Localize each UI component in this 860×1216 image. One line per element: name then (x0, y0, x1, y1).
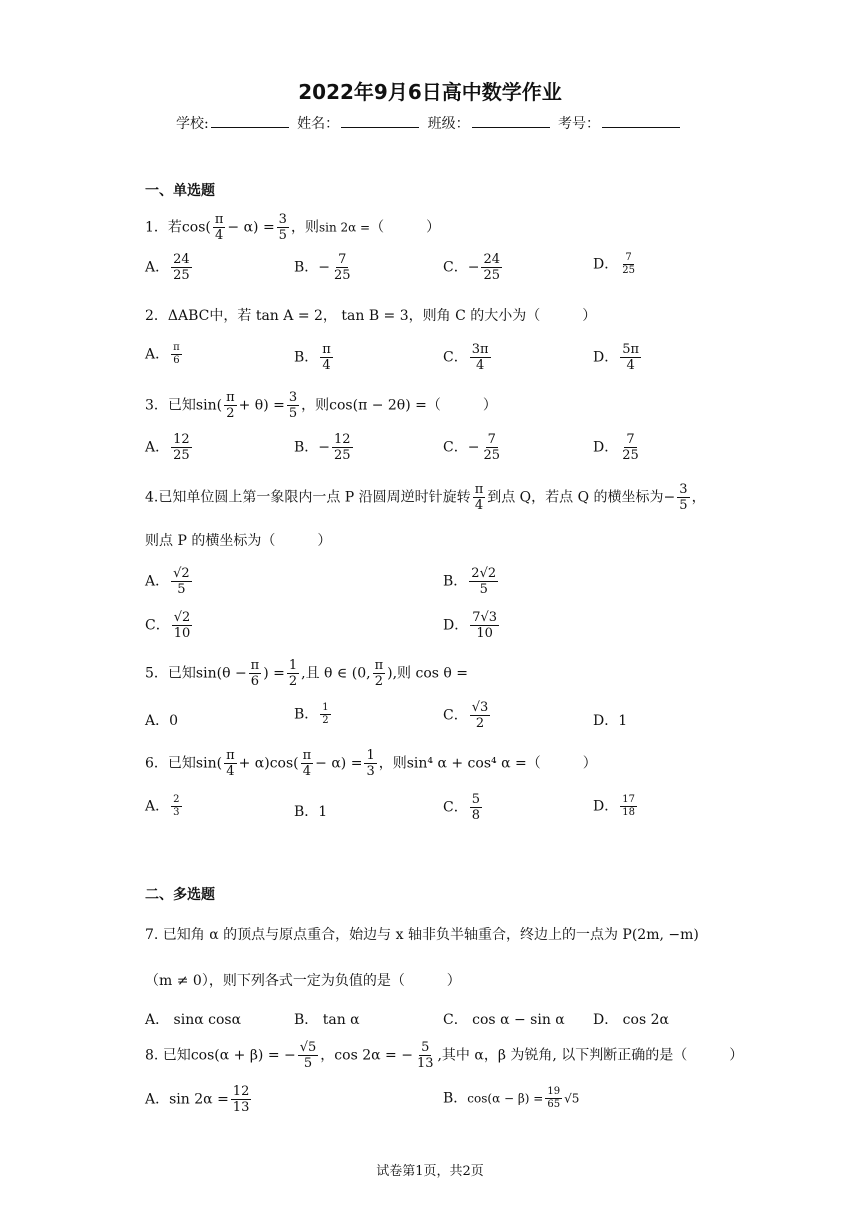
option-value: 0 (169, 713, 179, 729)
frac-den: 13 (416, 1056, 434, 1071)
frac-num: 7√3 (472, 610, 498, 625)
q6-expression: sin⁴ α + cos⁴ α = (406, 755, 527, 772)
school-label: 学校: (175, 116, 209, 132)
option-frac (171, 794, 181, 819)
option-label: C． (443, 439, 468, 456)
frac-num: 5 (421, 1040, 430, 1055)
option-label: C． (443, 799, 468, 816)
question-8-number: 8. 已知 (145, 1047, 191, 1064)
frac-den: 6 (173, 355, 180, 366)
frac-den: 5 (177, 582, 186, 597)
frac-den: 8 (471, 808, 480, 823)
frac-den: 25 (483, 268, 500, 283)
frac-den: 25 (334, 268, 351, 283)
option-frac (320, 342, 333, 373)
option-label: D． (593, 349, 619, 366)
frac-num: 7 (487, 432, 496, 447)
frac-num: 2√2 (471, 566, 497, 581)
frac-num: 1 (322, 702, 329, 713)
option-label: D． (593, 798, 619, 815)
option-frac (171, 252, 192, 283)
q8-option-a[interactable] (145, 1084, 253, 1115)
frac-den: 2 (226, 406, 235, 421)
option-frac (171, 342, 182, 367)
frac-num: π (374, 658, 384, 673)
q3-option-d[interactable] (593, 432, 643, 463)
q1-blank: （ ） (370, 219, 441, 236)
school-blank (211, 115, 289, 128)
q7-option-c[interactable]: C． cos α − sin α (443, 1012, 565, 1028)
frac-num: 1 (366, 748, 375, 763)
frac-den: 4 (475, 358, 485, 373)
frac-den: 18 (622, 807, 635, 818)
question-7-line-2: （m ≠ 0），则下列各式一定为负值的是（ ） (145, 973, 461, 989)
option-label: B． (443, 573, 468, 590)
frac-den: 2 (322, 715, 329, 726)
name-label: 姓名： (297, 116, 340, 132)
q8-text: ，cos 2α = − (320, 1047, 413, 1064)
option-label: D． (443, 617, 469, 634)
option-label: D． (593, 439, 619, 456)
q5-text: ) = (263, 665, 285, 682)
option-label: B． (294, 259, 319, 276)
frac-num: π (226, 748, 235, 763)
q1-text: ，则 (290, 219, 319, 236)
q2-option-c[interactable] (443, 342, 493, 373)
frac-num: 7 (338, 252, 347, 267)
frac-num: π (302, 748, 312, 763)
section-single-choice: 一、单选题 (145, 183, 215, 199)
frac-den: 6 (250, 674, 260, 689)
q1-frac-pi-4 (213, 212, 226, 243)
q1-option-d[interactable] (593, 252, 639, 277)
q5-option-d[interactable] (593, 710, 627, 730)
q7-option-d[interactable]: D． cos 2α (593, 1012, 669, 1028)
option-frac (172, 610, 193, 641)
q5-option-c[interactable] (443, 700, 492, 731)
frac-den: 2 (374, 674, 383, 689)
class-label: 班级： (427, 116, 470, 132)
q4-frac-pi-4 (473, 482, 486, 513)
frac-den: 2 (288, 674, 298, 689)
q6-option-d[interactable] (593, 794, 639, 819)
q8-option-b[interactable] (443, 1086, 579, 1111)
frac-den: 4 (226, 764, 235, 779)
frac-den: 10 (173, 626, 191, 641)
q6-blank: （ ） (526, 755, 597, 772)
exam-number-label: 考号： (558, 116, 601, 132)
q3-option-a[interactable] (145, 432, 194, 463)
page-title: 2022年9月6日高中数学作业 (298, 80, 562, 104)
option-label: D． (593, 256, 619, 273)
question-3-number: 3．已知 (145, 397, 196, 414)
q5-text: ),则 cos θ = (387, 665, 469, 682)
frac-num: 3π (471, 342, 489, 357)
q8-text: cos(α + β) = − (190, 1047, 296, 1064)
q6-frac-pi-4 (224, 748, 237, 779)
q6-option-b[interactable] (294, 801, 327, 821)
frac-den: 25 (622, 265, 635, 276)
option-label: A． (145, 573, 170, 590)
question-8 (145, 1040, 743, 1071)
q3-text: ，则 (301, 397, 330, 414)
minus-sign: − (467, 439, 480, 456)
student-info-line (0, 113, 860, 133)
option-label: A． (145, 713, 170, 729)
page-footer: 试卷第1页，共2页 (376, 1164, 484, 1179)
q6-option-c[interactable] (443, 792, 484, 823)
q8-frac-root5-5 (298, 1040, 319, 1071)
option-label: C． (443, 707, 468, 724)
q4-option-a[interactable] (145, 566, 194, 597)
q5-frac-pi-6 (249, 658, 262, 689)
q1-option-a[interactable] (145, 252, 194, 283)
frac-den: 25 (483, 448, 500, 463)
option-frac (332, 432, 353, 463)
q4-text: ， (691, 489, 706, 506)
question-1 (145, 212, 440, 243)
option-label: A． (145, 259, 170, 276)
frac-den: 5 (479, 582, 488, 597)
q7-option-b[interactable]: B． tan α (294, 1012, 360, 1028)
option-frac (545, 1086, 562, 1111)
q3-frac-value (287, 390, 299, 421)
class-blank (472, 115, 550, 128)
frac-num: 5 (471, 792, 480, 807)
minus-sign: − (318, 439, 331, 456)
option-frac (620, 252, 637, 277)
option-frac (470, 342, 491, 373)
frac-num: π (214, 212, 224, 227)
minus-sign: − (318, 259, 331, 276)
name-blank (341, 115, 419, 128)
frac-den: 5 (278, 228, 287, 243)
q3-sin: sin( (195, 397, 223, 414)
question-4-line-2: 则点 P 的横坐标为（ ） (145, 533, 332, 549)
option-frac (620, 432, 641, 463)
q2-option-a[interactable] (145, 342, 184, 367)
option-frac (470, 610, 499, 641)
q3-option-c[interactable] (443, 432, 504, 463)
frac-den: 25 (622, 448, 639, 463)
frac-den: 4 (322, 358, 331, 373)
q1-frac-value (277, 212, 289, 243)
option-label: B． (294, 349, 319, 366)
q1-text: − α) = (227, 219, 275, 236)
frac-den: 3 (366, 764, 375, 779)
q1-option-b[interactable] (294, 252, 355, 283)
option-text: cos(α − β) = (467, 1091, 544, 1106)
q7-option-a[interactable]: A． sinα cosα (145, 1012, 242, 1028)
q4-text: 4.已知单位圆上第一象限内一点 P 沿圆周逆时针旋转 (145, 489, 471, 506)
question-6 (145, 748, 597, 779)
q6-text: − α) = (315, 755, 363, 772)
frac-den: 4 (626, 358, 635, 373)
q4-option-d[interactable] (443, 610, 501, 641)
frac-den: 5 (288, 406, 298, 421)
frac-num: 24 (173, 252, 190, 267)
frac-den: 5 (303, 1056, 313, 1071)
frac-num: 17 (622, 794, 635, 805)
option-frac (620, 794, 637, 819)
option-label: C． (145, 617, 170, 634)
option-label: B． (294, 706, 319, 723)
q1-sin2a: sin 2α = (318, 220, 371, 235)
frac-den: 3 (173, 807, 180, 818)
question-3 (145, 390, 497, 421)
frac-num: 24 (483, 252, 500, 267)
option-frac (481, 252, 502, 283)
frac-num: √2 (173, 610, 191, 625)
exam-number-blank (602, 115, 680, 128)
q4-text: 到点 Q，若点 Q 的横坐标为− (487, 489, 676, 506)
option-label: D． (593, 713, 619, 729)
frac-num: π (226, 390, 235, 405)
q5-frac-pi-2 (373, 658, 386, 689)
section-multiple-choice: 二、多选题 (145, 887, 215, 903)
option-text: sin 2α = (169, 1091, 229, 1108)
q3-cos: cos(π − 2θ) = (329, 397, 427, 414)
option-sqrt: √5 (564, 1091, 580, 1106)
frac-num: 2 (173, 794, 180, 805)
option-label: B． (294, 439, 319, 456)
question-4 (145, 482, 706, 513)
frac-den: 4 (214, 228, 224, 243)
q8-frac-5-13 (415, 1040, 436, 1071)
q5-option-b[interactable] (294, 702, 333, 727)
option-frac (470, 700, 491, 731)
q5-sin: sin(θ − (195, 665, 247, 682)
frac-den: 65 (547, 1099, 561, 1110)
frac-den: 4 (474, 498, 484, 513)
option-value: 1 (618, 713, 628, 729)
q2-option-d[interactable] (593, 342, 643, 373)
frac-num: 12 (232, 1084, 250, 1099)
q8-text: ,其中 α，β 为锐角, 以下判断正确的是（ ） (437, 1047, 744, 1064)
frac-den: 10 (476, 626, 493, 641)
option-frac (171, 566, 192, 597)
option-label: A． (145, 798, 170, 815)
option-value: 1 (318, 804, 328, 820)
option-frac (171, 432, 192, 463)
frac-den: 4 (302, 764, 312, 779)
q5-text: ,且 θ ∈ (0, (301, 665, 371, 682)
frac-num: 3 (288, 390, 298, 405)
frac-den: 25 (173, 268, 190, 283)
frac-num: 12 (173, 432, 190, 447)
q3-blank: （ ） (426, 397, 497, 414)
frac-num: 3 (679, 482, 688, 497)
option-frac (332, 252, 353, 283)
q6-option-a[interactable] (145, 794, 184, 819)
option-label: B． (443, 1090, 468, 1107)
frac-num: π (173, 342, 180, 353)
question-5-number: 5．已知 (145, 665, 196, 682)
frac-den: 2 (475, 716, 485, 731)
frac-num: √5 (299, 1040, 317, 1055)
option-frac (320, 702, 330, 727)
q2-option-b[interactable] (294, 342, 335, 373)
q3-frac-pi-2 (224, 390, 237, 421)
option-label: B． (294, 804, 319, 820)
q1-cos: cos( (181, 219, 211, 236)
q6-frac-value (364, 748, 376, 779)
frac-num: 3 (278, 212, 287, 227)
frac-num: √3 (471, 700, 489, 715)
q3-option-b[interactable] (294, 432, 355, 463)
frac-den: 25 (173, 448, 190, 463)
frac-num: 5π (622, 342, 640, 357)
q4-option-b[interactable] (443, 566, 500, 597)
option-frac (481, 432, 502, 463)
q5-frac-value (287, 658, 299, 689)
option-label: C． (443, 259, 468, 276)
q6-text: ，则 (378, 755, 407, 772)
frac-num: 7 (626, 432, 635, 447)
frac-num: 7 (625, 252, 632, 263)
frac-num: 1 (288, 658, 298, 673)
question-1-number: 1．若 (145, 219, 182, 236)
option-label: C． (443, 349, 468, 366)
option-label: A． (145, 1091, 170, 1108)
q5-option-a[interactable] (145, 710, 178, 730)
option-frac (469, 566, 498, 597)
option-frac (620, 342, 641, 373)
minus-sign: − (467, 259, 480, 276)
frac-num: π (322, 342, 331, 357)
frac-num: π (474, 482, 484, 497)
q6-text: + α)cos( (238, 755, 299, 772)
q6-frac-pi-4b (301, 748, 314, 779)
question-6-number: 6．已知 (145, 755, 196, 772)
question-2: 2．ΔABC中，若 tan A = 2， tan B = 3，则角 C 的大小为（ ） (145, 308, 597, 324)
frac-num: π (250, 658, 260, 673)
q6-sin: sin( (195, 755, 223, 772)
option-label: A． (145, 439, 170, 456)
frac-den: 5 (679, 498, 688, 513)
question-5 (145, 658, 468, 689)
frac-num: 19 (547, 1086, 561, 1097)
option-frac (231, 1084, 252, 1115)
question-7: 7. 已知角 α 的顶点与原点重合，始边与 x 轴非负半轴重合，终边上的一点为 P(2m, −m) (145, 927, 699, 943)
frac-den: 13 (232, 1100, 250, 1115)
frac-num: √2 (173, 566, 190, 581)
frac-den: 25 (334, 448, 351, 463)
option-frac (470, 792, 482, 823)
frac-num: 12 (334, 432, 351, 447)
q4-option-c[interactable] (145, 610, 194, 641)
option-label: A． (145, 346, 170, 363)
q1-option-c[interactable] (443, 252, 504, 283)
q4-frac-value (677, 482, 689, 513)
q3-text: + θ) = (238, 397, 285, 414)
